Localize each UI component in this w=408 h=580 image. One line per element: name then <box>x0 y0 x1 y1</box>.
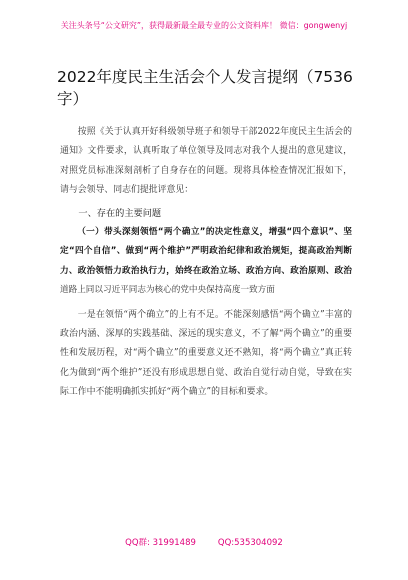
body-paragraph: 一是在领悟“两个确立”的上有不足。不能深刻感悟“两个确立”丰富的政治内涵、深厚的实践基础、深远的现实意义，不了解“两个确立”的重要性和发展历程，对“两个确立”的重要意义还不熟知，将“两个确立”真正转化为做到“两个维护”还没有形成思想自觉、政治自觉行动自觉，导致在实际工作中不能明确抓实抓好“两个确立”的目标和要求。 <box>60 309 352 398</box>
document-body <box>60 123 352 403</box>
section-heading: 一、存在的主要问题 <box>78 207 162 219</box>
document-title: 2022年度民主生活会个人发言提纲（7536字） <box>57 68 353 108</box>
subsection-heading-bold: （一）带头深刻领悟“两个确立”的决定性意义，增强“四个意识”、坚定“四个自信”、做到“两个维护”严明政治纪律和政治规矩，提高政治判断力、政治领悟力政治执行力，始终在政治立场、政治方向、政治原则、政治 <box>60 227 352 276</box>
subsection-heading-tail: 道路上同以习近平同志为核心的党中央保持高度一致方面 <box>60 285 275 296</box>
header-banner: 关注头条号“公文研究”，获得最新最全最专业的公文资料库！ 微信：gongwenyj <box>60 21 348 30</box>
footer-qq: QQ:535304092 <box>217 538 283 548</box>
subsection-heading <box>60 223 352 301</box>
footer-contacts <box>0 536 408 548</box>
footer-qq-group: QQ群: 31991489 <box>125 538 196 548</box>
intro-paragraph: 按照《关于认真开好科级领导班子和领导干部2022年度民主生活会的通知》文件要求，认真听取了单位领导及同志对我个人提出的意见建议，对照党员标准深刻剖析了自身存在的问题。现将具体检查情况汇报如下，请与会领导、同志们提批评意见： <box>60 127 352 196</box>
